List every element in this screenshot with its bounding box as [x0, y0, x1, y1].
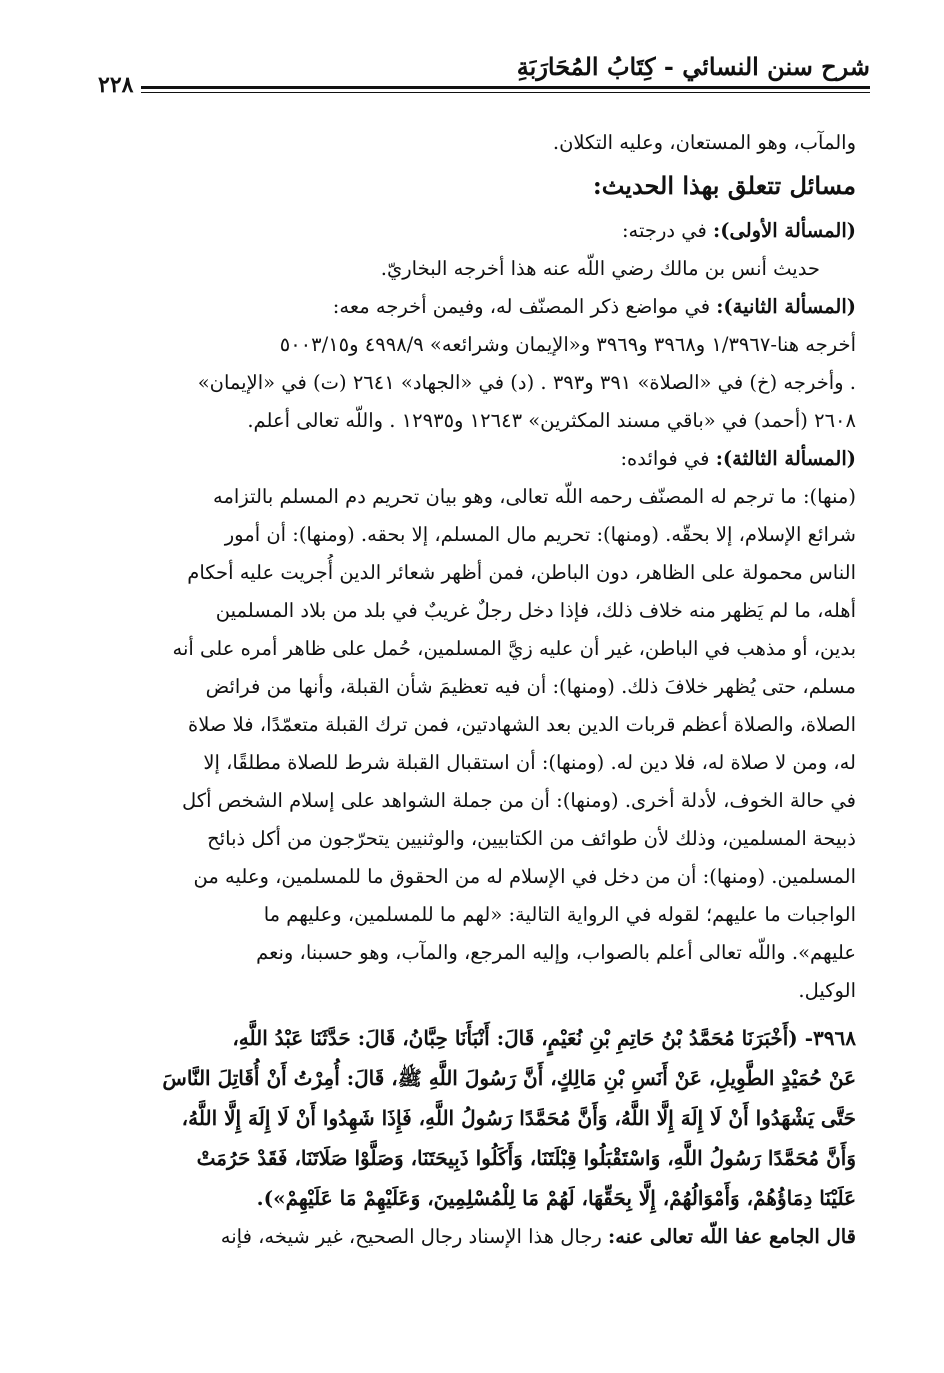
header-rule-thin [90, 92, 870, 93]
page-header [90, 48, 870, 98]
running-title: شرح سنن النسائي - كِتَابُ المُحَارَبَةِ [516, 52, 870, 81]
section-heading: مسائل تتعلق بهذا الحديث: [592, 171, 856, 200]
compiler-note-text: رجال هذا الإسناد رجال الصحيح، غير شيخه، فإنه [220, 1225, 602, 1248]
question-2-line-3: ٢٦٠٨ (أحمد) في «باقي مسند المكثرين» ١٢٦٤٣ و١٢٩٣٥ . واللّه تعالى أعلم. [247, 409, 856, 432]
benefits-line: له، ومن لا صلاة له، فلا دين له. (ومنها): أن استقبال القبلة شرط للصلاة مطلقًا، إلا [203, 751, 856, 774]
benefits-paragraph [80, 478, 856, 1010]
intro-line: والمآب، وهو المستعان، وعليه التكلان. [552, 131, 856, 154]
compiler-note-label: قال الجامع عفا اللّه تعالى عنه: [608, 1225, 856, 1248]
hadith-line: وَأَنَّ مُحَمَّدًا رَسُولُ اللَّهِ، وَاسْتَقْبَلُوا قِبْلَتَنَا، وَأَكَلُوا ذَبِيحَتَنَا، وَصَلَّوْا صَلَاتَنَا، فَقَدْ حَرُمَتْ [196, 1146, 856, 1170]
page-body [80, 124, 856, 1256]
question-1-answer: حديث أنس بن مالك رضي اللّه عنه هذا أخرجه البخاريّ. [380, 257, 820, 280]
question-2-label: (المسألة الثانية): [716, 295, 856, 318]
hadith-line: ٣٩٦٨- (أَخْبَرَنَا مُحَمَّدُ بْنُ حَاتِمِ بْنِ نُعَيْمٍ، قَالَ: أَنْبَأَنَا حِبَّانُ، قَالَ: حَدَّثَنَا عَبْدُ اللَّهِ، [232, 1026, 856, 1050]
question-1-text: في درجته: [621, 219, 707, 242]
question-2-text: في مواضع ذكر المصنّف له، وفيمن أخرجه معه: [332, 295, 711, 318]
question-2-line-2: . وأخرجه (خ) في «الصلاة» ٣٩١ و٣٩٣ . (د) في «الجهاد» ٢٦٤١ (ت) في «الإيمان» [197, 371, 856, 394]
question-1 [80, 212, 856, 250]
benefits-line: الوكيل. [798, 979, 856, 1002]
hadith-line: عَلَيْنَا دِمَاؤُهُمْ، وَأَمْوَالُهُمْ، إِلَّا بِحَقِّهَا، لَهُمْ مَا لِلْمُسْلِمِينَ، وَعَلَيْهِمْ مَا عَلَيْهِمْ»). [256, 1186, 856, 1210]
benefits-line: أهله، ما لم يَظهر منه خلاف ذلك، فإذا دخل رجلٌ غريبٌ في بلد من بلاد المسلمين [215, 599, 856, 622]
header-rule [90, 86, 870, 89]
question-2 [80, 288, 856, 326]
question-3 [80, 440, 856, 478]
benefits-line: شرائع الإسلام، إلا بحقّه. (ومنها): تحريم مال المسلم، إلا بحقه. (ومنها): أن أمور [224, 523, 856, 546]
hadith-text [80, 1018, 856, 1218]
question-1-label: (المسألة الأولى): [713, 219, 856, 242]
benefits-line: الواجبات ما عليهم؛ لقوله في الرواية التالية: «لهم ما للمسلمين، وعليهم ما [263, 903, 856, 926]
compiler-note [80, 1218, 856, 1256]
benefits-line: الناس محمولة على الظاهر، دون الباطن، فمن أظهر شعائر الدين أُجريت عليه أحكام [187, 561, 856, 584]
benefits-line: عليهم». واللّه تعالى أعلم بالصواب، وإليه المرجع، والمآب، وهو حسبنا، ونعم [256, 941, 856, 964]
benefits-line: مسلم، حتى يُظهر خلافَ ذلك. (ومنها): أن فيه تعظيمَ شأن القبلة، وأنها من فرائض [205, 675, 856, 698]
benefits-line: (منها): ما ترجم له المصنّف رحمه اللّه تعالى، وهو بيان تحريم دم المسلم بالتزامه [213, 485, 856, 508]
question-3-text: في فوائده: [620, 447, 710, 470]
benefits-line: الصلاة، والصلاة أعظم قربات الدين بعد الشهادتين، فمن ترك القبلة متعمّدًا، فلا صلاة [188, 713, 856, 736]
benefits-line: ذبيحة المسلمين، وذلك لأن طوائف من الكتابيين، والوثنيين يتحرّجون من أكل ذبائح [207, 827, 856, 850]
hadith-line: عَنْ حُمَيْدٍ الطَّوِيلِ، عَنْ أَنَسِ بْنِ مَالِكٍ، أَنَّ رَسُولَ اللَّهِ ﷺ، قَالَ: أُمِرْتُ أَنْ أُقَاتِلَ النَّاسَ [162, 1066, 856, 1090]
benefits-line: في حالة الخوف، لأدلة أخرى. (ومنها): أن من جملة الشواهد على إسلام الشخص أكل [182, 789, 856, 812]
question-2-line-1: أخرجه هنا-١/٣٩٦٧ و٣٩٦٨ و٣٩٦٩ و«الإيمان وشرائعه» ٤٩٩٨/٩ و٥٠٠٣/١٥ [279, 333, 856, 356]
benefits-line: المسلمين. (ومنها): أن من دخل في الإسلام له من الحقوق ما للمسلمين، وعليه من [193, 865, 856, 888]
page-number: ٢٢٨ [90, 72, 141, 98]
benefits-line: بدين، أو مذهب في الباطن، غير أن عليه زيَّ المسلمين، حُمل على ظاهر أمره على أنه [172, 637, 856, 660]
question-3-label: (المسألة الثالثة): [715, 447, 856, 470]
hadith-line: حَتَّى يَشْهَدُوا أَنْ لَا إِلَهَ إِلَّا اللَّهُ، وَأَنَّ مُحَمَّدًا رَسُولُ اللَّهِ، فَإِذَا شَهِدُوا أَنْ لَا إِلَهَ إِلَّا اللَّهُ، [181, 1106, 856, 1130]
